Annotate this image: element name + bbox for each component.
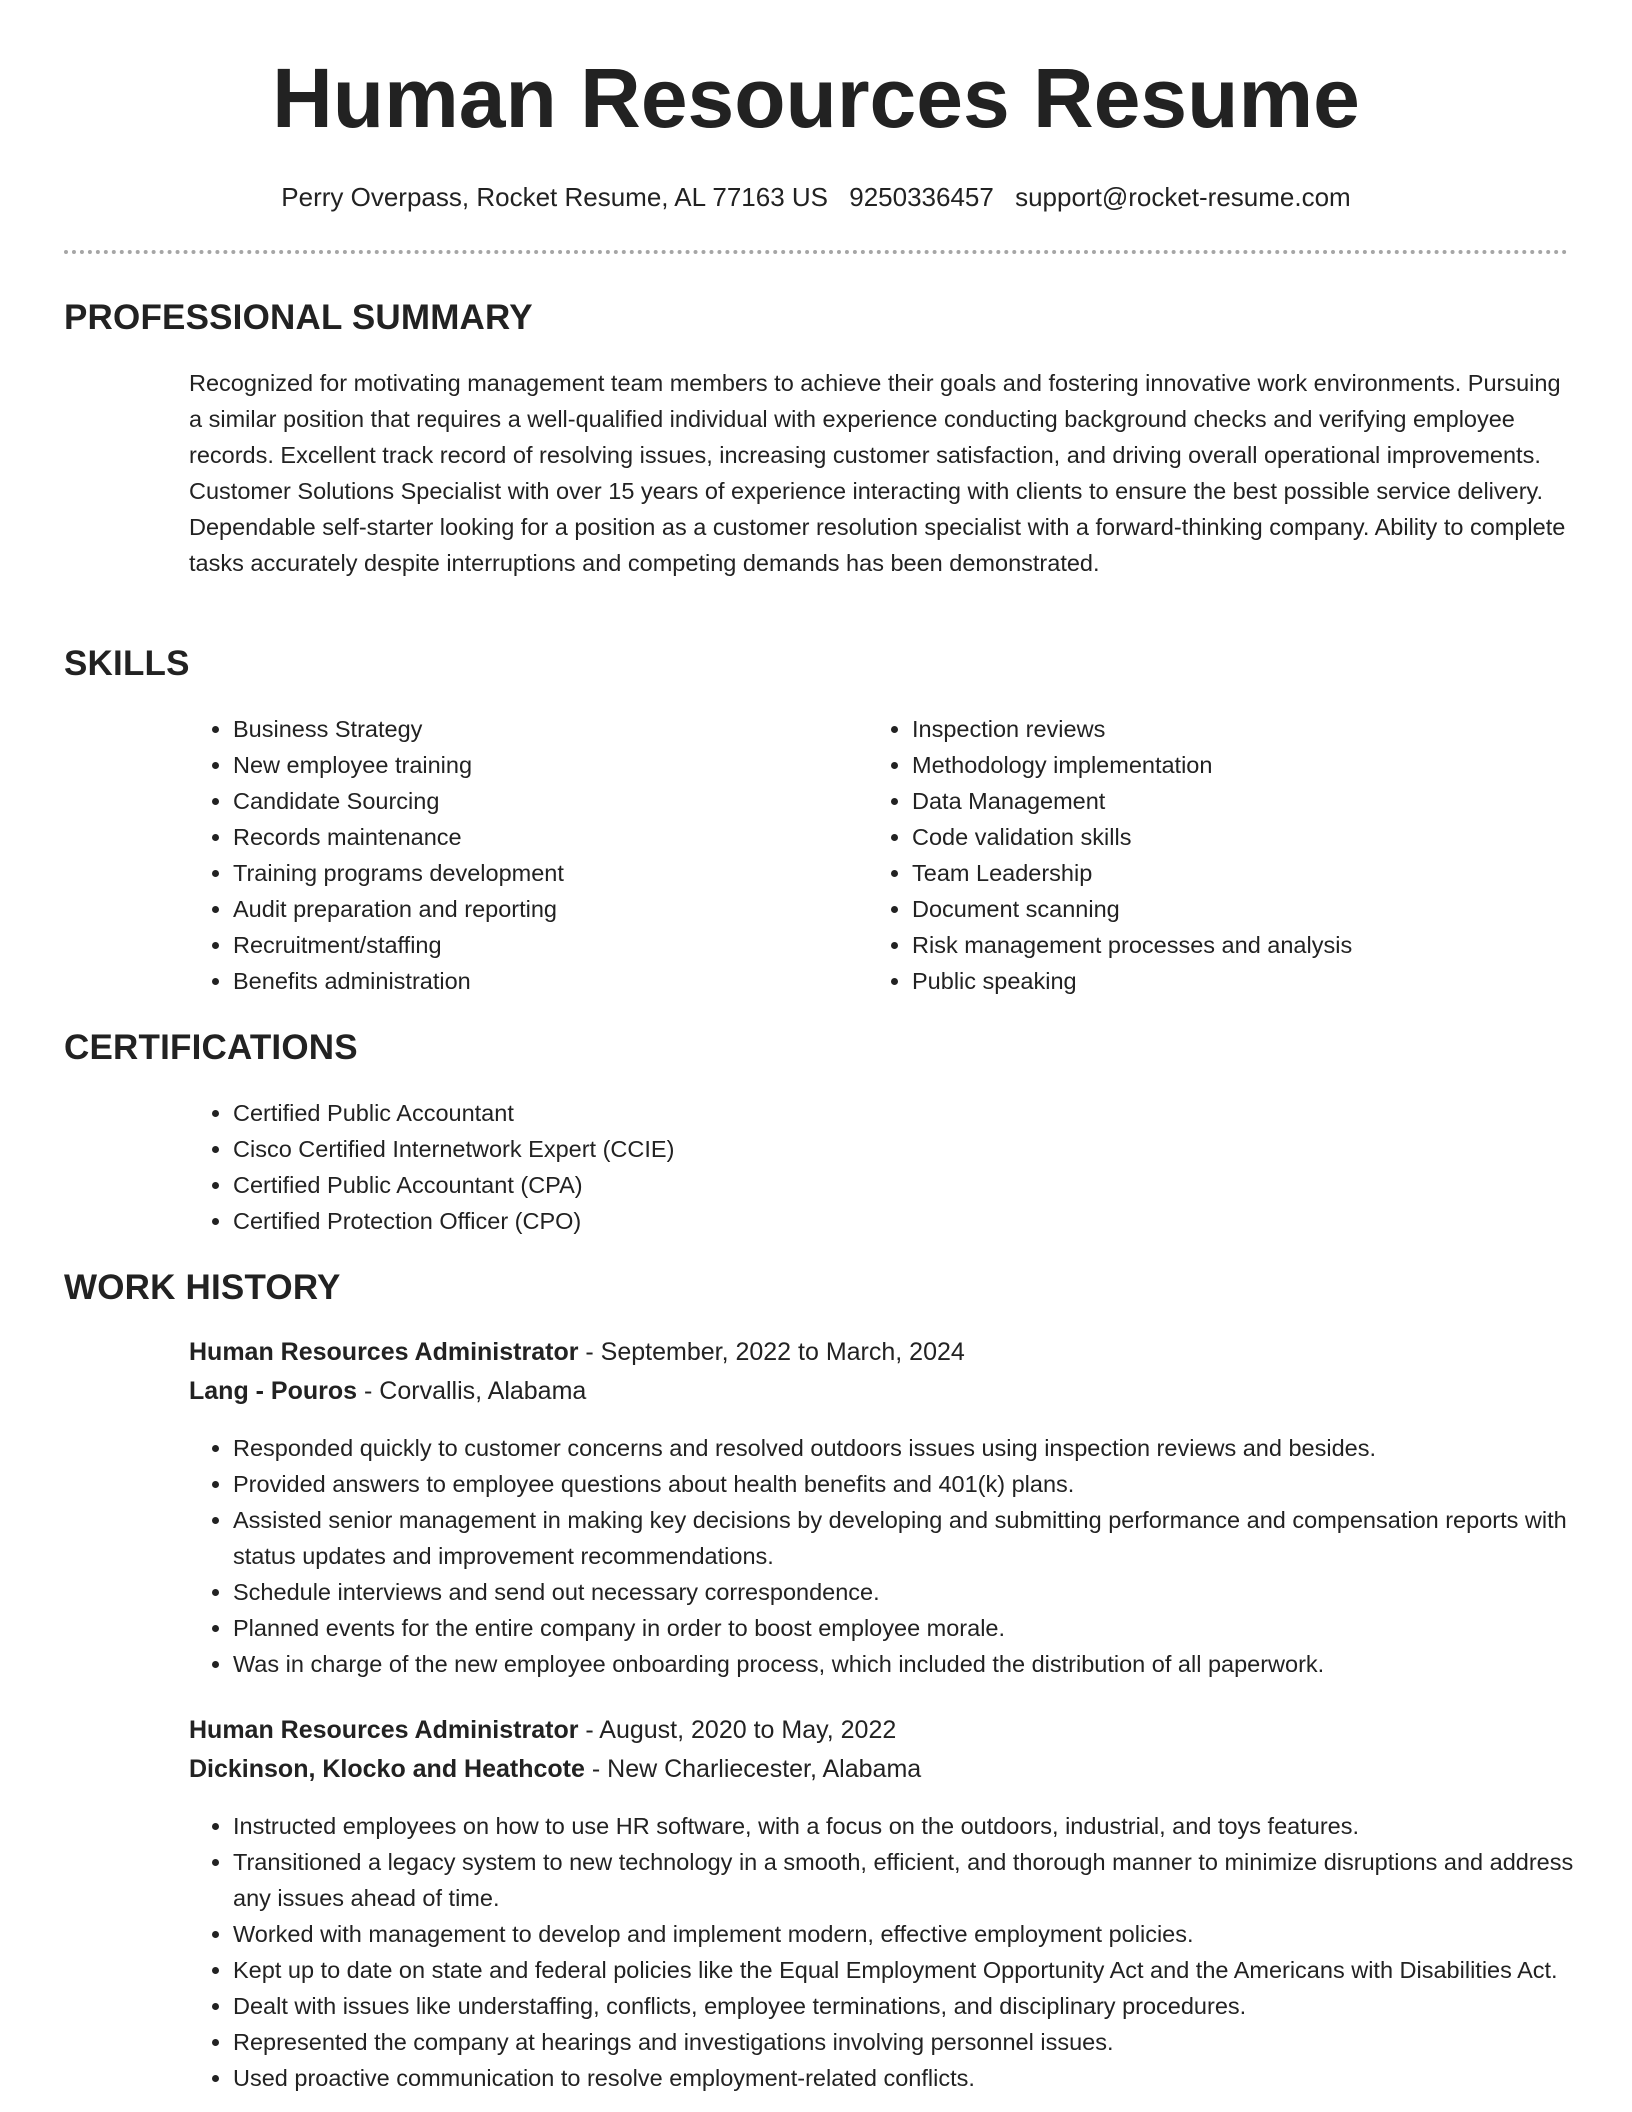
list-item: • Document scanning bbox=[912, 891, 1612, 927]
list-item: • Planned events for the entire company in order to boost employee morale. bbox=[233, 1610, 1613, 1646]
job-title: Human Resources Administrator bbox=[189, 1338, 579, 1366]
certifications-list bbox=[189, 1095, 1533, 1239]
list-item: • Responded quickly to customer concerns and resolved outdoors issues using inspection reviews and besides. bbox=[233, 1430, 1613, 1466]
list-item: • Assisted senior management in making key decisions by developing and submitting performance and compensation reports with status updates and improvement recommendations. bbox=[233, 1502, 1613, 1574]
list-item: • Audit preparation and reporting bbox=[233, 891, 853, 927]
contact-phone[interactable]: 9250336457 bbox=[849, 182, 994, 212]
list-item: • Schedule interviews and send out necessary correspondence. bbox=[233, 1574, 1613, 1610]
list-item: • Transitioned a legacy system to new technology in a smooth, efficient, and thorough manner to minimize disruptions and address any issues ahead of time. bbox=[233, 1844, 1613, 1916]
list-item: • Code validation skills bbox=[912, 819, 1612, 855]
summary-text: Recognized for motivating management team members to achieve their goals and fostering innovative work environments. Pursuing a similar position that requires a well-qualified individual with experience conducting background checks and verifying employee records. Excellent track record of resolving issues, increasing customer satisfaction, and driving overall operational improvements. Customer Solutions Specialist with over 15 years of experience interacting with clients to ensure the best possible service delivery. Dependable self-starter looking for a position as a customer resolution specialist with a forward-thinking company. Ability to complete tasks accurately despite interruptions and competing demands has been demonstrated. bbox=[189, 370, 1566, 576]
job-title-line bbox=[189, 1338, 965, 1367]
job-bullets bbox=[189, 1430, 1613, 1682]
job-dates: - September, 2022 to March, 2024 bbox=[578, 1338, 965, 1366]
list-item: • Dealt with issues like understaffing, conflicts, employee terminations, and disciplinary procedures. bbox=[233, 1988, 1613, 2024]
job-location: - Corvallis, Alabama bbox=[357, 1377, 587, 1405]
list-item: • Team Leadership bbox=[912, 855, 1612, 891]
list-item: • Certified Protection Officer (CPO) bbox=[233, 1203, 1533, 1239]
job-company-line bbox=[189, 1755, 921, 1784]
list-item: • Records maintenance bbox=[233, 819, 853, 855]
section-heading-certifications: CERTIFICATIONS bbox=[64, 1028, 358, 1067]
list-item: • Candidate Sourcing bbox=[233, 783, 853, 819]
list-item: • Recruitment/staffing bbox=[233, 927, 853, 963]
contact-address: Perry Overpass, Rocket Resume, AL 77163 US bbox=[281, 182, 829, 212]
list-item: • Training programs development bbox=[233, 855, 853, 891]
contact-email[interactable]: support@rocket-resume.com bbox=[1015, 182, 1351, 212]
list-item: • Certified Public Accountant (CPA) bbox=[233, 1167, 1533, 1203]
list-item: • Inspection reviews bbox=[912, 711, 1612, 747]
list-item: • Benefits administration bbox=[233, 963, 853, 999]
skills-list-right bbox=[868, 711, 1612, 999]
job-bullets bbox=[189, 1808, 1613, 2096]
section-heading-summary: PROFESSIONAL SUMMARY bbox=[64, 298, 533, 337]
job-title-line bbox=[189, 1716, 896, 1745]
list-item: • Was in charge of the new employee onboarding process, which included the distribution of all paperwork. bbox=[233, 1646, 1613, 1682]
list-item: • Methodology implementation bbox=[912, 747, 1612, 783]
header-divider bbox=[64, 250, 1568, 254]
list-item: • Public speaking bbox=[912, 963, 1612, 999]
skills-list-left bbox=[189, 711, 853, 999]
job-company: Dickinson, Klocko and Heathcote bbox=[189, 1755, 585, 1783]
section-heading-skills: SKILLS bbox=[64, 644, 190, 683]
job-title: Human Resources Administrator bbox=[189, 1716, 579, 1744]
job-dates: - August, 2020 to May, 2022 bbox=[578, 1716, 897, 1744]
list-item: • Kept up to date on state and federal policies like the Equal Employment Opportunity Act and the Americans with Disabilities Act. bbox=[233, 1952, 1613, 1988]
list-item: • Used proactive communication to resolve employment-related conflicts. bbox=[233, 2060, 1613, 2096]
list-item: • Worked with management to develop and implement modern, effective employment policies. bbox=[233, 1916, 1613, 1952]
list-item: • Provided answers to employee questions about health benefits and 401(k) plans. bbox=[233, 1466, 1613, 1502]
job-company-line bbox=[189, 1377, 586, 1406]
job-company: Lang - Pouros bbox=[189, 1377, 358, 1405]
section-heading-work-history: WORK HISTORY bbox=[64, 1268, 341, 1307]
list-item: • Cisco Certified Internetwork Expert (CCIE) bbox=[233, 1131, 1533, 1167]
list-item: • Business Strategy bbox=[233, 711, 853, 747]
list-item: • New employee training bbox=[233, 747, 853, 783]
list-item: • Instructed employees on how to use HR software, with a focus on the outdoors, industrial, and toys features. bbox=[233, 1808, 1613, 1844]
list-item: • Risk management processes and analysis bbox=[912, 927, 1612, 963]
contact-line bbox=[0, 182, 1632, 213]
list-item: • Certified Public Accountant bbox=[233, 1095, 1533, 1131]
list-item: • Data Management bbox=[912, 783, 1612, 819]
job-location: - New Charliecester, Alabama bbox=[584, 1755, 922, 1783]
list-item: • Represented the company at hearings and investigations involving personnel issues. bbox=[233, 2024, 1613, 2060]
resume-title: Human Resources Resume bbox=[272, 51, 1360, 145]
